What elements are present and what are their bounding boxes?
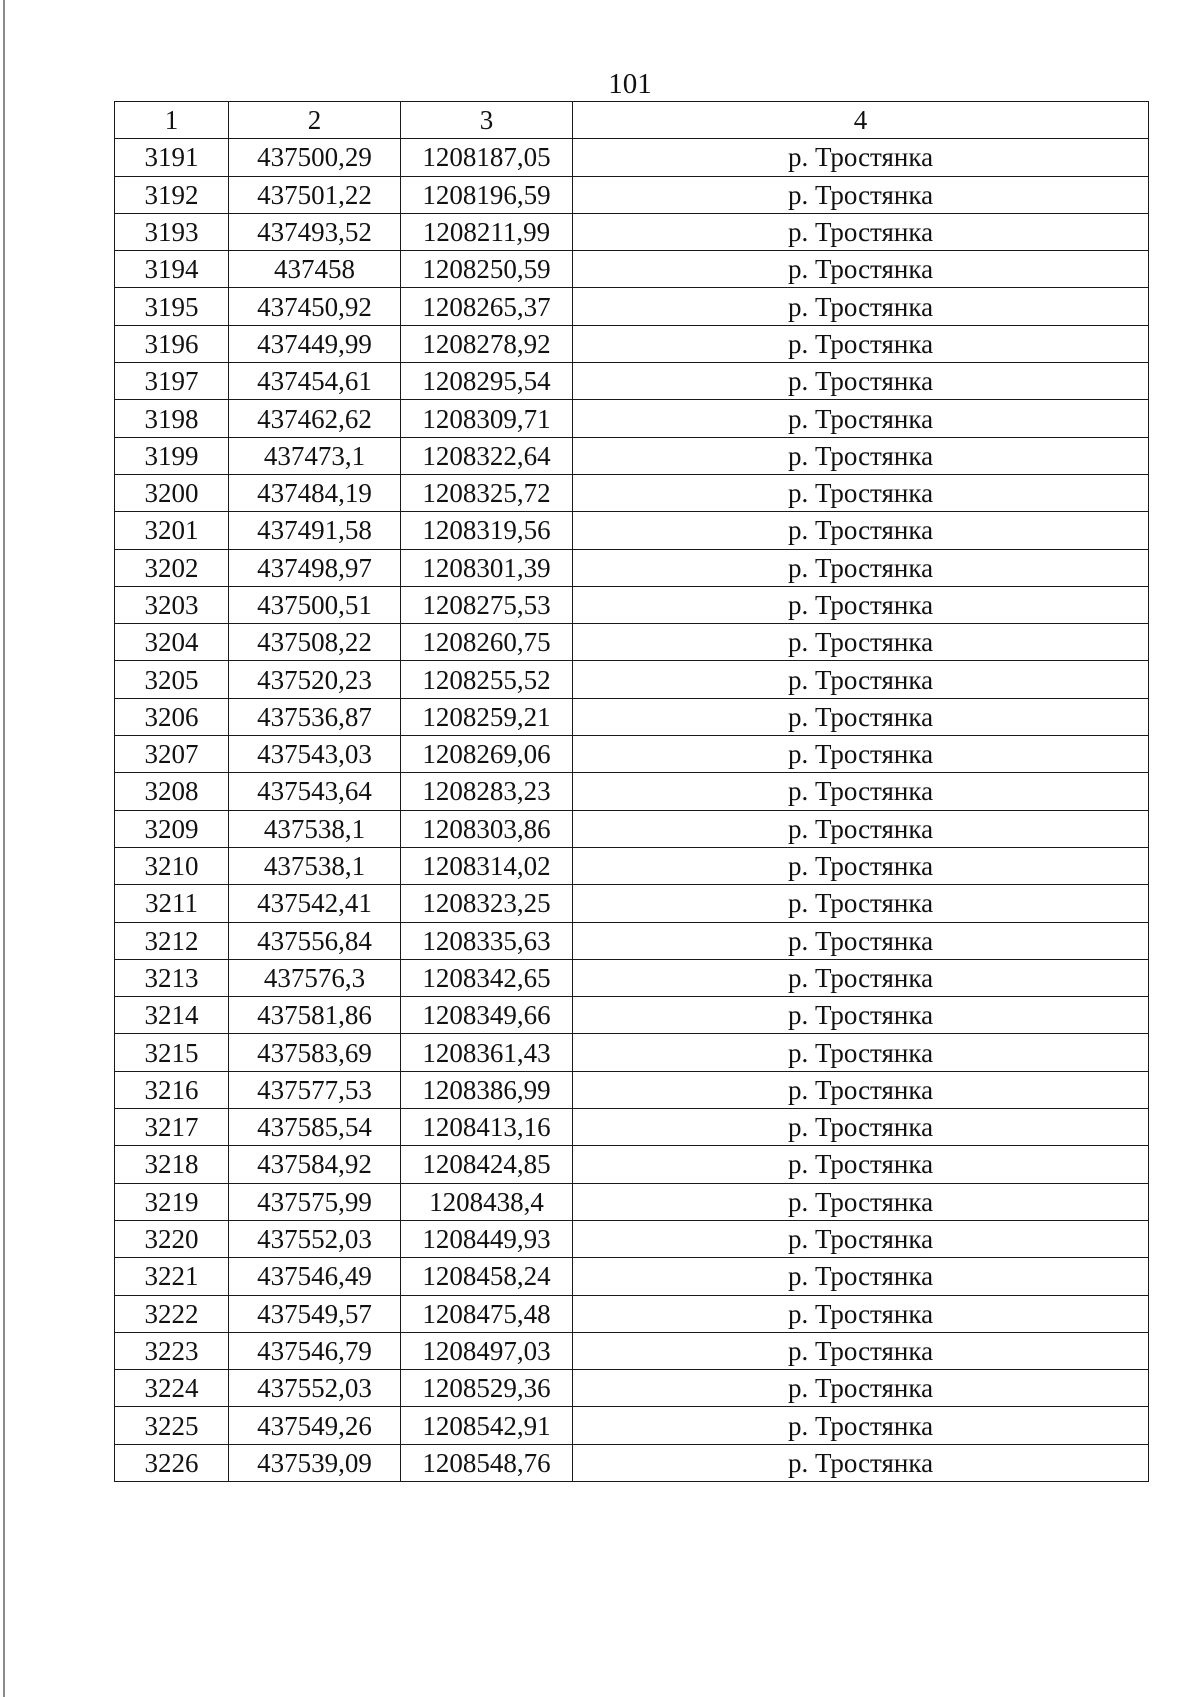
point-number-cell: 3221	[115, 1258, 229, 1295]
y-coordinate-cell: 1208349,66	[401, 997, 573, 1034]
y-coordinate-cell: 1208255,52	[401, 661, 573, 698]
point-number-cell: 3226	[115, 1444, 229, 1481]
y-coordinate-cell: 1208275,53	[401, 586, 573, 623]
table-row	[115, 1146, 1149, 1183]
x-coordinate-cell: 437500,51	[229, 586, 401, 623]
table-row	[115, 1183, 1149, 1220]
y-coordinate-cell: 1208458,24	[401, 1258, 573, 1295]
table-row	[115, 997, 1149, 1034]
x-coordinate-cell: 437543,03	[229, 736, 401, 773]
description-cell: р. Тростянка	[573, 288, 1149, 325]
table-row	[115, 773, 1149, 810]
point-number-cell: 3213	[115, 959, 229, 996]
x-coordinate-cell: 437539,09	[229, 1444, 401, 1481]
table-row	[115, 512, 1149, 549]
description-cell: р. Тростянка	[573, 810, 1149, 847]
y-coordinate-cell: 1208259,21	[401, 698, 573, 735]
page-number: 101	[608, 68, 652, 100]
x-coordinate-cell: 437538,1	[229, 847, 401, 884]
x-coordinate-cell: 437583,69	[229, 1034, 401, 1071]
table-row	[115, 1220, 1149, 1257]
x-coordinate-cell: 437536,87	[229, 698, 401, 735]
table-row	[115, 437, 1149, 474]
description-cell: р. Тростянка	[573, 176, 1149, 213]
x-coordinate-cell: 437450,92	[229, 288, 401, 325]
x-coordinate-cell: 437576,3	[229, 959, 401, 996]
y-coordinate-cell: 1208386,99	[401, 1071, 573, 1108]
description-cell: р. Тростянка	[573, 213, 1149, 250]
point-number-cell: 3200	[115, 474, 229, 511]
x-coordinate-cell: 437546,49	[229, 1258, 401, 1295]
x-coordinate-cell: 437538,1	[229, 810, 401, 847]
point-number-cell: 3209	[115, 810, 229, 847]
x-coordinate-cell: 437491,58	[229, 512, 401, 549]
description-cell: р. Тростянка	[573, 773, 1149, 810]
point-number-cell: 3196	[115, 325, 229, 362]
point-number-cell: 3203	[115, 586, 229, 623]
x-coordinate-cell: 437577,53	[229, 1071, 401, 1108]
point-number-cell: 3192	[115, 176, 229, 213]
table-body	[115, 139, 1149, 1482]
y-coordinate-cell: 1208295,54	[401, 363, 573, 400]
table-row	[115, 325, 1149, 362]
y-coordinate-cell: 1208250,59	[401, 251, 573, 288]
x-coordinate-cell: 437458	[229, 251, 401, 288]
table-row	[115, 1109, 1149, 1146]
x-coordinate-cell: 437484,19	[229, 474, 401, 511]
coordinates-table	[114, 101, 1149, 1482]
point-number-cell: 3205	[115, 661, 229, 698]
y-coordinate-cell: 1208260,75	[401, 624, 573, 661]
x-coordinate-cell: 437584,92	[229, 1146, 401, 1183]
y-coordinate-cell: 1208529,36	[401, 1370, 573, 1407]
x-coordinate-cell: 437520,23	[229, 661, 401, 698]
description-cell: р. Тростянка	[573, 1444, 1149, 1481]
x-coordinate-cell: 437556,84	[229, 922, 401, 959]
y-coordinate-cell: 1208424,85	[401, 1146, 573, 1183]
y-coordinate-cell: 1208342,65	[401, 959, 573, 996]
y-coordinate-cell: 1208187,05	[401, 139, 573, 176]
scan-edge-line	[3, 0, 5, 1697]
table-row	[115, 1295, 1149, 1332]
point-number-cell: 3216	[115, 1071, 229, 1108]
y-coordinate-cell: 1208309,71	[401, 400, 573, 437]
table-row	[115, 1370, 1149, 1407]
description-cell: р. Тростянка	[573, 512, 1149, 549]
point-number-cell: 3195	[115, 288, 229, 325]
table-row	[115, 213, 1149, 250]
table-row	[115, 549, 1149, 586]
point-number-cell: 3211	[115, 885, 229, 922]
x-coordinate-cell: 437454,61	[229, 363, 401, 400]
description-cell: р. Тростянка	[573, 661, 1149, 698]
y-coordinate-cell: 1208278,92	[401, 325, 573, 362]
table-row	[115, 885, 1149, 922]
description-cell: р. Тростянка	[573, 997, 1149, 1034]
description-cell: р. Тростянка	[573, 325, 1149, 362]
description-cell: р. Тростянка	[573, 1407, 1149, 1444]
point-number-cell: 3199	[115, 437, 229, 474]
point-number-cell: 3222	[115, 1295, 229, 1332]
description-cell: р. Тростянка	[573, 1220, 1149, 1257]
table-row	[115, 363, 1149, 400]
point-number-cell: 3193	[115, 213, 229, 250]
point-number-cell: 3206	[115, 698, 229, 735]
x-coordinate-cell: 437498,97	[229, 549, 401, 586]
point-number-cell: 3223	[115, 1332, 229, 1369]
description-cell: р. Тростянка	[573, 847, 1149, 884]
description-cell: р. Тростянка	[573, 736, 1149, 773]
description-cell: р. Тростянка	[573, 1295, 1149, 1332]
description-cell: р. Тростянка	[573, 363, 1149, 400]
point-number-cell: 3198	[115, 400, 229, 437]
y-coordinate-cell: 1208542,91	[401, 1407, 573, 1444]
x-coordinate-cell: 437542,41	[229, 885, 401, 922]
x-coordinate-cell: 437581,86	[229, 997, 401, 1034]
table-row	[115, 922, 1149, 959]
table-row	[115, 1258, 1149, 1295]
table-row	[115, 624, 1149, 661]
x-coordinate-cell: 437462,62	[229, 400, 401, 437]
y-coordinate-cell: 1208265,37	[401, 288, 573, 325]
point-number-cell: 3191	[115, 139, 229, 176]
table-row	[115, 1071, 1149, 1108]
column-header: 1	[115, 102, 229, 139]
x-coordinate-cell: 437500,29	[229, 139, 401, 176]
point-number-cell: 3214	[115, 997, 229, 1034]
x-coordinate-cell: 437449,99	[229, 325, 401, 362]
description-cell: р. Тростянка	[573, 586, 1149, 623]
y-coordinate-cell: 1208196,59	[401, 176, 573, 213]
point-number-cell: 3202	[115, 549, 229, 586]
y-coordinate-cell: 1208314,02	[401, 847, 573, 884]
x-coordinate-cell: 437549,26	[229, 1407, 401, 1444]
y-coordinate-cell: 1208475,48	[401, 1295, 573, 1332]
point-number-cell: 3201	[115, 512, 229, 549]
table-row	[115, 400, 1149, 437]
y-coordinate-cell: 1208283,23	[401, 773, 573, 810]
x-coordinate-cell: 437508,22	[229, 624, 401, 661]
y-coordinate-cell: 1208303,86	[401, 810, 573, 847]
table-row	[115, 586, 1149, 623]
point-number-cell: 3212	[115, 922, 229, 959]
point-number-cell: 3218	[115, 1146, 229, 1183]
description-cell: р. Тростянка	[573, 1370, 1149, 1407]
description-cell: р. Тростянка	[573, 139, 1149, 176]
table-row	[115, 1444, 1149, 1481]
table-header-row	[115, 102, 1149, 139]
description-cell: р. Тростянка	[573, 549, 1149, 586]
point-number-cell: 3217	[115, 1109, 229, 1146]
y-coordinate-cell: 1208325,72	[401, 474, 573, 511]
point-number-cell: 3207	[115, 736, 229, 773]
description-cell: р. Тростянка	[573, 1034, 1149, 1071]
description-cell: р. Тростянка	[573, 1332, 1149, 1369]
description-cell: р. Тростянка	[573, 1258, 1149, 1295]
point-number-cell: 3219	[115, 1183, 229, 1220]
table-row	[115, 698, 1149, 735]
x-coordinate-cell: 437552,03	[229, 1220, 401, 1257]
description-cell: р. Тростянка	[573, 624, 1149, 661]
y-coordinate-cell: 1208438,4	[401, 1183, 573, 1220]
table-row	[115, 251, 1149, 288]
table-row	[115, 139, 1149, 176]
point-number-cell: 3208	[115, 773, 229, 810]
y-coordinate-cell: 1208497,03	[401, 1332, 573, 1369]
description-cell: р. Тростянка	[573, 922, 1149, 959]
y-coordinate-cell: 1208322,64	[401, 437, 573, 474]
x-coordinate-cell: 437546,79	[229, 1332, 401, 1369]
x-coordinate-cell: 437543,64	[229, 773, 401, 810]
column-header: 3	[401, 102, 573, 139]
y-coordinate-cell: 1208413,16	[401, 1109, 573, 1146]
table-row	[115, 810, 1149, 847]
table-row	[115, 736, 1149, 773]
description-cell: р. Тростянка	[573, 1071, 1149, 1108]
x-coordinate-cell: 437549,57	[229, 1295, 401, 1332]
y-coordinate-cell: 1208301,39	[401, 549, 573, 586]
column-header: 2	[229, 102, 401, 139]
point-number-cell: 3224	[115, 1370, 229, 1407]
y-coordinate-cell: 1208211,99	[401, 213, 573, 250]
table-row	[115, 847, 1149, 884]
y-coordinate-cell: 1208335,63	[401, 922, 573, 959]
table-row	[115, 1332, 1149, 1369]
y-coordinate-cell: 1208319,56	[401, 512, 573, 549]
column-header: 4	[573, 102, 1149, 139]
description-cell: р. Тростянка	[573, 1146, 1149, 1183]
table-row	[115, 1407, 1149, 1444]
description-cell: р. Тростянка	[573, 959, 1149, 996]
point-number-cell: 3194	[115, 251, 229, 288]
table-row	[115, 474, 1149, 511]
point-number-cell: 3215	[115, 1034, 229, 1071]
description-cell: р. Тростянка	[573, 1109, 1149, 1146]
table-row	[115, 288, 1149, 325]
point-number-cell: 3220	[115, 1220, 229, 1257]
x-coordinate-cell: 437493,52	[229, 213, 401, 250]
table-row	[115, 176, 1149, 213]
x-coordinate-cell: 437575,99	[229, 1183, 401, 1220]
point-number-cell: 3210	[115, 847, 229, 884]
y-coordinate-cell: 1208323,25	[401, 885, 573, 922]
description-cell: р. Тростянка	[573, 474, 1149, 511]
description-cell: р. Тростянка	[573, 1183, 1149, 1220]
x-coordinate-cell: 437585,54	[229, 1109, 401, 1146]
description-cell: р. Тростянка	[573, 251, 1149, 288]
y-coordinate-cell: 1208548,76	[401, 1444, 573, 1481]
x-coordinate-cell: 437473,1	[229, 437, 401, 474]
description-cell: р. Тростянка	[573, 400, 1149, 437]
table-row	[115, 959, 1149, 996]
point-number-cell: 3204	[115, 624, 229, 661]
description-cell: р. Тростянка	[573, 437, 1149, 474]
description-cell: р. Тростянка	[573, 698, 1149, 735]
table-row	[115, 661, 1149, 698]
x-coordinate-cell: 437552,03	[229, 1370, 401, 1407]
table-row	[115, 1034, 1149, 1071]
y-coordinate-cell: 1208449,93	[401, 1220, 573, 1257]
x-coordinate-cell: 437501,22	[229, 176, 401, 213]
y-coordinate-cell: 1208361,43	[401, 1034, 573, 1071]
point-number-cell: 3197	[115, 363, 229, 400]
point-number-cell: 3225	[115, 1407, 229, 1444]
y-coordinate-cell: 1208269,06	[401, 736, 573, 773]
description-cell: р. Тростянка	[573, 885, 1149, 922]
